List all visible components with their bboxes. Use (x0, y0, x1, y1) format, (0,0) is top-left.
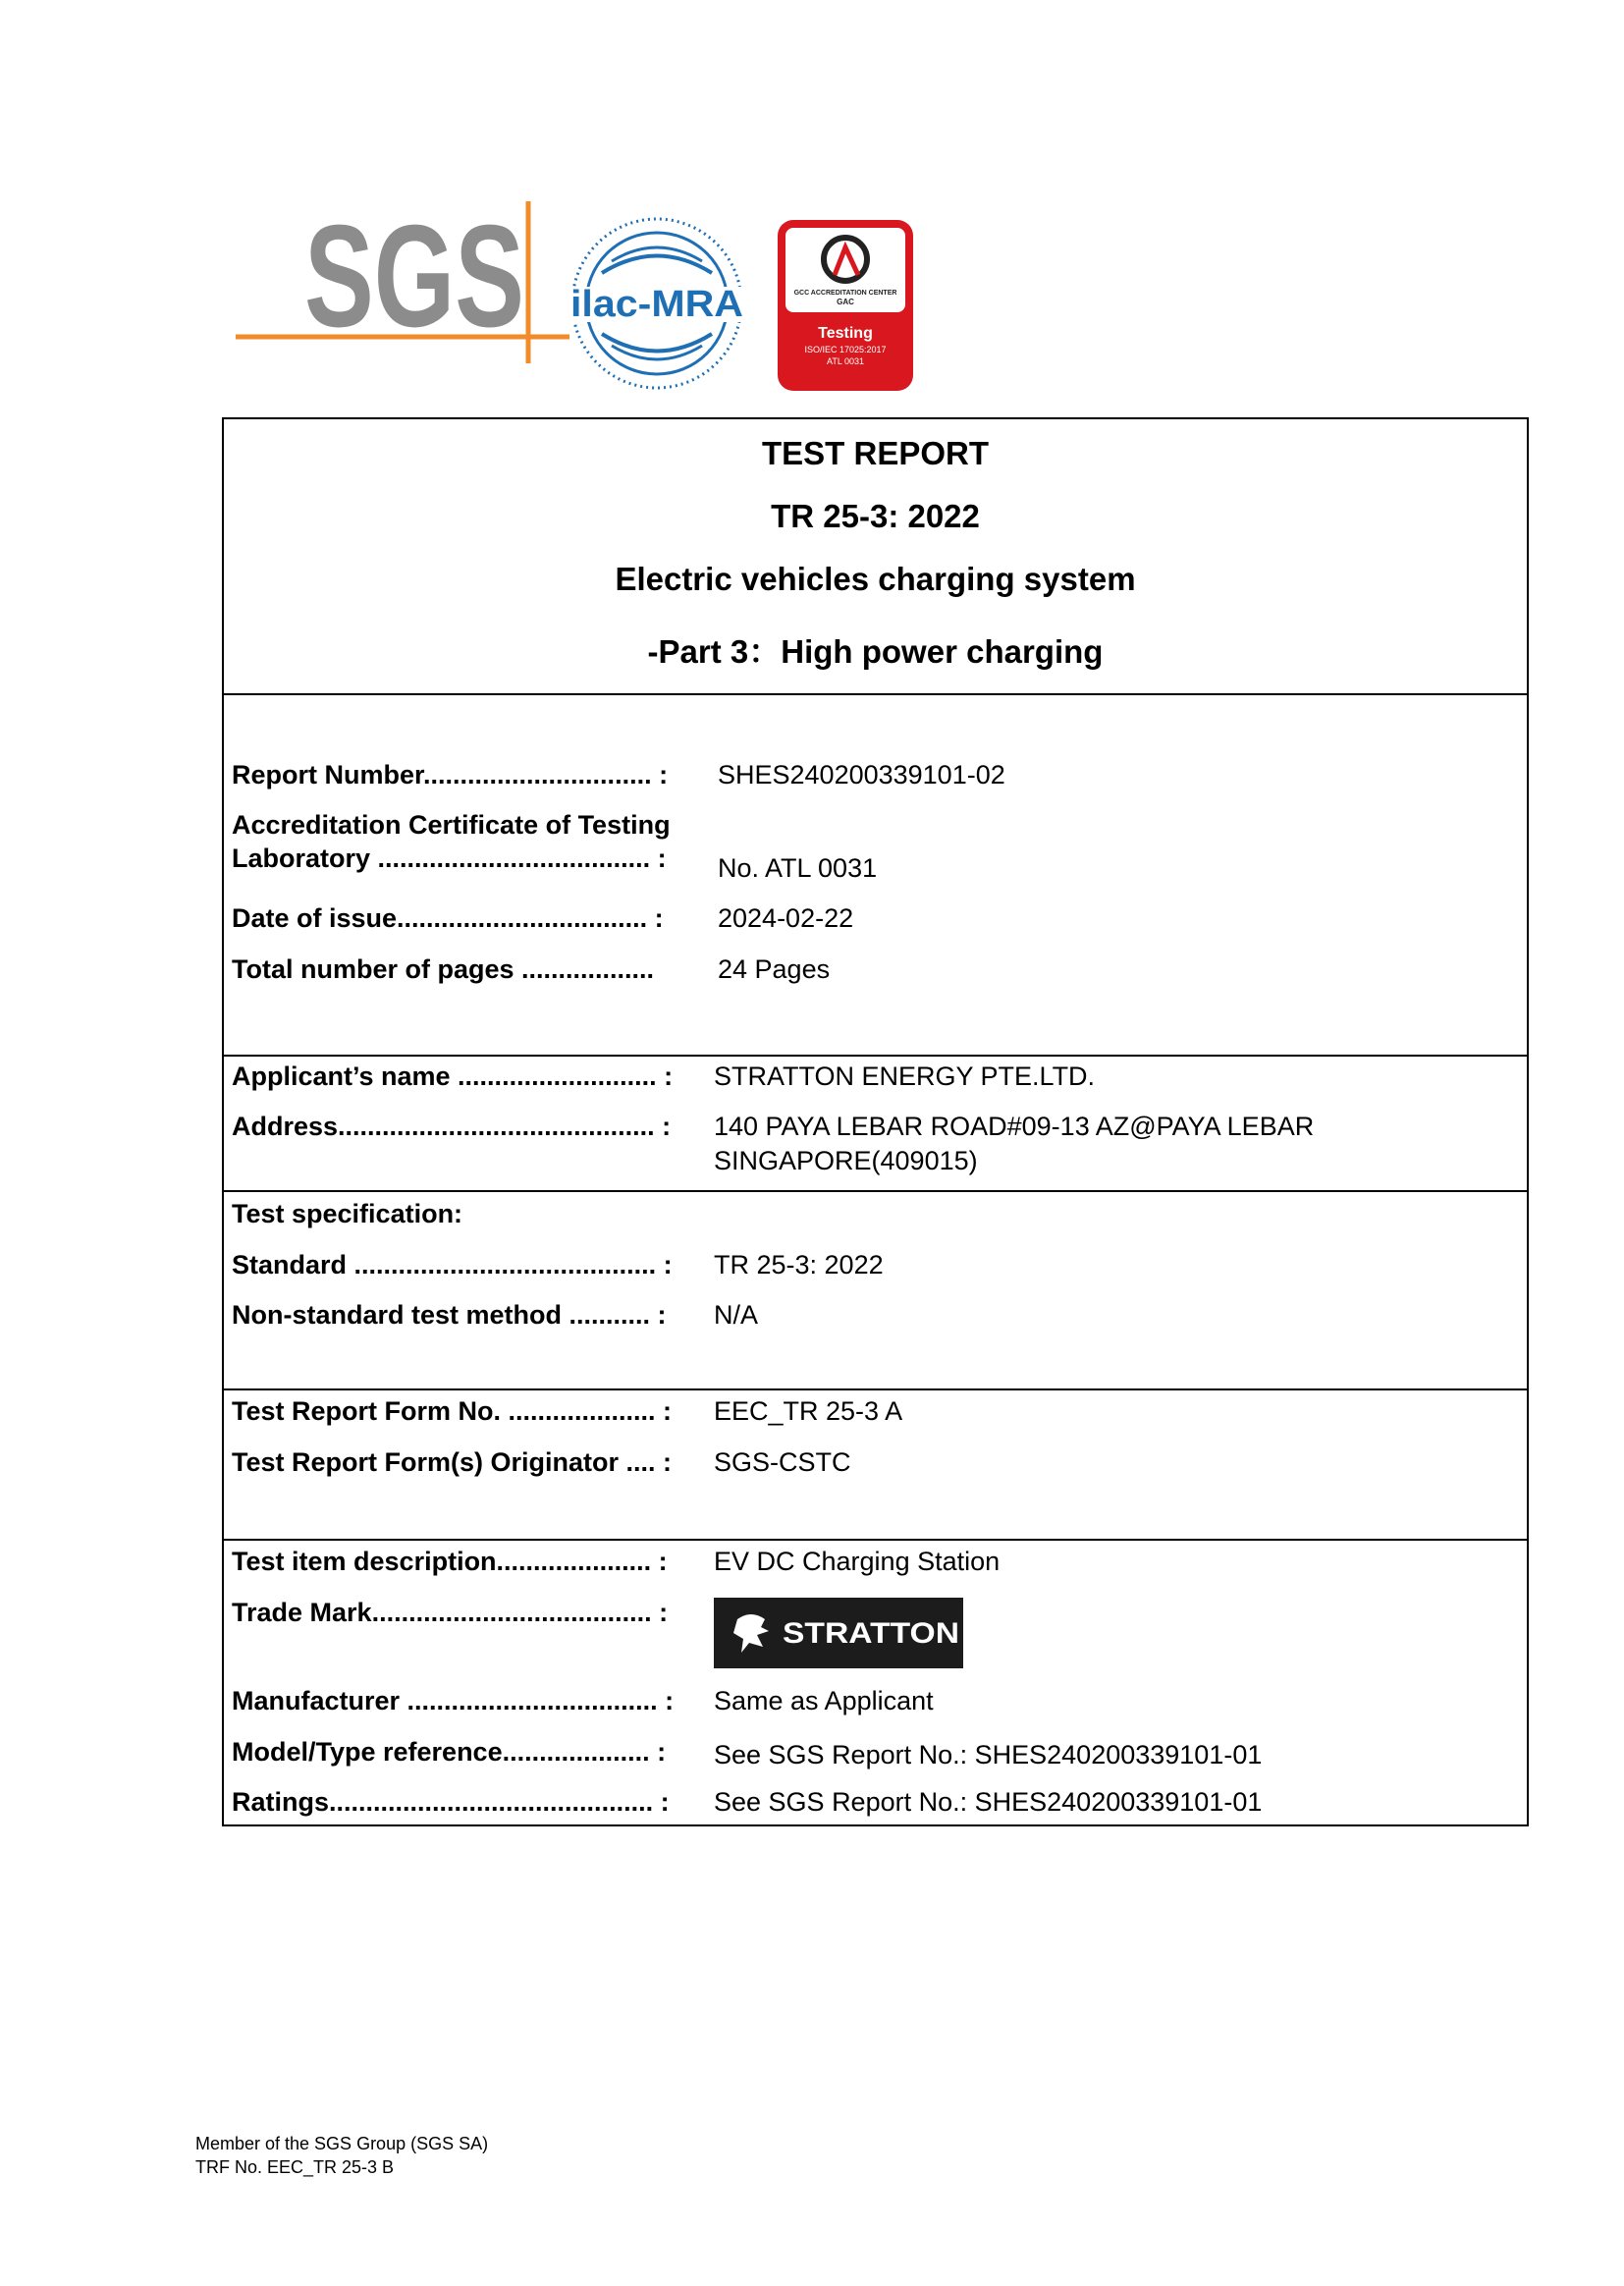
ratings-label: Ratings............................................ : (232, 1787, 670, 1817)
footer-member: Member of the SGS Group (SGS SA) (195, 2134, 489, 2153)
originator-value: SGS-CSTC (714, 1447, 851, 1477)
date-of-issue-value: 2024-02-22 (718, 903, 854, 933)
gac-logo (776, 218, 915, 393)
model-reference-label: Model/Type reference.................... : (232, 1737, 667, 1767)
manufacturer-label: Manufacturer .................................. : (232, 1686, 675, 1715)
standard-label: Standard ......................................... : (232, 1250, 673, 1279)
form-no-value: EEC_TR 25-3 A (714, 1396, 903, 1426)
gac-center-text: GCC ACCREDITATION CENTER (793, 290, 897, 297)
footer-trf: TRF No. EEC_TR 25-3 B (195, 2157, 395, 2177)
gac-iso-text: ISO/IEC 17025:2017 (804, 345, 887, 354)
address-line-1: 140 PAYA LEBAR ROAD#09-13 AZ@PAYA LEBAR (714, 1112, 1315, 1141)
trademark-text: STRATTON (783, 1617, 959, 1650)
accreditation-label-1: Accreditation Certificate of Testing (232, 810, 671, 840)
title-test-report: TEST REPORT (761, 435, 990, 471)
total-pages-label: Total number of pages .................. (232, 954, 655, 984)
gac-testing-text: Testing (818, 325, 873, 342)
accreditation-value: No. ATL 0031 (718, 853, 878, 883)
divider-form (222, 1539, 1529, 1541)
stratton-trademark-logo (714, 1598, 963, 1668)
form-no-label: Test Report Form No. .................... : (232, 1396, 673, 1426)
item-description-value: EV DC Charging Station (714, 1547, 1001, 1576)
title-standard: TR 25-3: 2022 (771, 498, 980, 534)
divider-spec (222, 1388, 1529, 1390)
manufacturer-value: Same as Applicant (714, 1686, 934, 1715)
non-standard-value: N/A (714, 1300, 759, 1330)
date-of-issue-label: Date of issue.................................. : (232, 903, 664, 933)
divider-header (222, 693, 1529, 695)
standard-value: TR 25-3: 2022 (714, 1250, 884, 1279)
applicant-name-label: Applicant’s name ........................... : (232, 1061, 674, 1091)
address-label: Address........................................... : (232, 1112, 672, 1141)
divider-applicant (222, 1190, 1529, 1192)
ilac-mra-logo (568, 214, 746, 393)
non-standard-label: Non-standard test method ........... : (232, 1300, 667, 1330)
item-description-label: Test item description..................... : (232, 1547, 668, 1576)
sgs-logo (236, 195, 569, 368)
title-system: Electric vehicles charging system (615, 561, 1136, 597)
title-part: -Part 3：High power charging (647, 633, 1104, 670)
sgs-logo-text: SGS (304, 195, 524, 357)
model-reference-value: See SGS Report No.: SHES240200339101-01 (714, 1740, 1263, 1769)
ilac-logo-text: ilac-MRA (570, 284, 743, 325)
test-spec-heading: Test specification: (232, 1199, 463, 1228)
divider-report (222, 1055, 1529, 1057)
accreditation-label-2: Laboratory ..................................... : (232, 844, 667, 873)
lion-head-icon (733, 1614, 769, 1653)
report-number-label: Report Number............................... : (232, 760, 669, 789)
gac-text: GAC (837, 298, 854, 306)
originator-label: Test Report Form(s) Originator .... : (232, 1447, 673, 1477)
ratings-value: See SGS Report No.: SHES240200339101-01 (714, 1787, 1263, 1817)
applicant-name-value: STRATTON ENERGY PTE.LTD. (714, 1061, 1096, 1091)
report-number-value: SHES240200339101-02 (718, 760, 1005, 789)
total-pages-value: 24 Pages (718, 954, 831, 984)
gac-atl-text: ATL 0031 (826, 356, 865, 366)
address-line-2: SINGAPORE(409015) (714, 1146, 978, 1175)
trade-mark-label: Trade Mark...................................... : (232, 1598, 669, 1627)
